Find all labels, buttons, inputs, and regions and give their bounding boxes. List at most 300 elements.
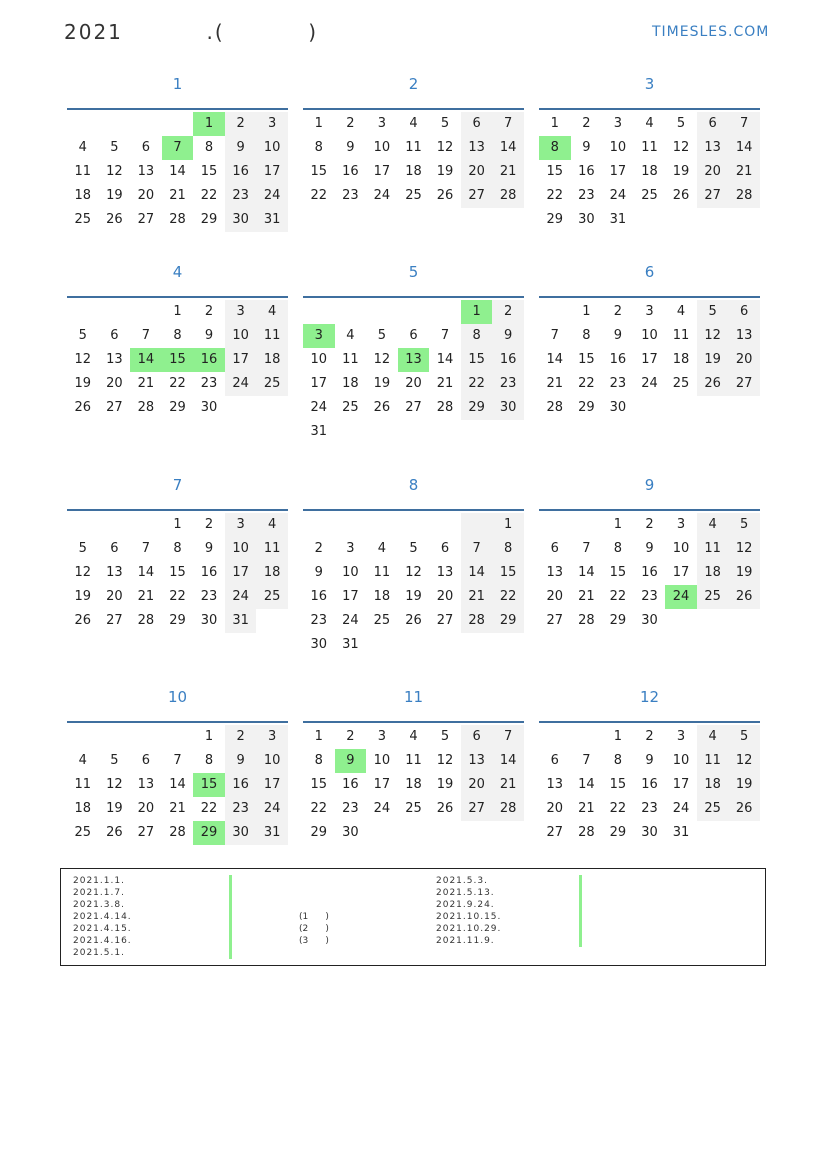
month-10 bbox=[67, 687, 288, 840]
day-cell: 27 bbox=[137, 825, 155, 840]
month-name: 8 bbox=[408, 476, 419, 494]
week-row bbox=[539, 773, 760, 797]
week-row bbox=[67, 348, 288, 372]
day-cell: 23 bbox=[641, 801, 658, 816]
month-name: 4 bbox=[172, 263, 183, 281]
day-cell: 23 bbox=[342, 188, 359, 203]
brand-link[interactable]: TIMESLES.COM bbox=[652, 24, 770, 40]
day-cell: 7 bbox=[582, 541, 591, 556]
week-row bbox=[539, 725, 760, 749]
day-cell: 8 bbox=[173, 328, 182, 343]
day-cell: 19 bbox=[436, 164, 454, 179]
day-cell: 6 bbox=[440, 541, 450, 556]
empty-day-cell bbox=[492, 633, 524, 657]
week-row bbox=[303, 300, 524, 324]
day-cell: 4 bbox=[409, 729, 418, 744]
empty-day-cell bbox=[303, 513, 335, 537]
day-cell: 7 bbox=[492, 112, 524, 136]
empty-day-cell bbox=[728, 208, 760, 232]
day-cell: 12 bbox=[436, 140, 454, 155]
day-cell: 30 bbox=[641, 613, 658, 628]
day-cell: 2 bbox=[613, 304, 623, 319]
day-cell: 22 bbox=[578, 376, 595, 391]
day-cell: 5 bbox=[440, 116, 450, 131]
empty-day-cell bbox=[634, 396, 666, 420]
holiday-marker bbox=[229, 899, 232, 911]
day-cell: 11 bbox=[672, 328, 690, 343]
day-cell: 29 bbox=[609, 825, 627, 840]
empty-day-cell bbox=[366, 420, 398, 444]
month-name: 6 bbox=[644, 263, 655, 281]
day-cell: 4 bbox=[377, 541, 387, 556]
month-divider bbox=[303, 721, 524, 723]
week-row bbox=[67, 537, 288, 561]
day-grid bbox=[303, 300, 524, 444]
day-cell: 1 bbox=[613, 517, 623, 532]
month-divider bbox=[539, 296, 760, 298]
day-cell: 13 bbox=[546, 565, 564, 580]
day-cell: 8 bbox=[173, 541, 182, 556]
day-cell: 20 bbox=[461, 160, 493, 184]
week-row bbox=[539, 749, 760, 773]
day-cell: 5 bbox=[377, 328, 387, 343]
day-cell: 1 bbox=[613, 729, 623, 744]
day-cell: 8 bbox=[314, 140, 323, 155]
day-cell: 16 bbox=[578, 164, 595, 179]
empty-day-cell bbox=[697, 396, 729, 420]
day-cell: 24 bbox=[256, 184, 288, 208]
day-cell: 4 bbox=[256, 300, 288, 324]
day-cell: 7 bbox=[492, 725, 524, 749]
day-cell: 16 bbox=[641, 777, 658, 792]
week-row bbox=[539, 609, 760, 633]
day-grid bbox=[539, 112, 760, 232]
day-cell: 10 bbox=[225, 537, 257, 561]
day-cell: 10 bbox=[256, 749, 288, 773]
day-cell: 18 bbox=[74, 801, 92, 816]
day-cell: 16 bbox=[225, 773, 257, 797]
day-cell: 23 bbox=[200, 376, 218, 391]
day-cell: 4 bbox=[645, 116, 654, 131]
day-cell: 22 bbox=[609, 589, 627, 604]
week-row bbox=[303, 773, 524, 797]
day-grid bbox=[303, 725, 524, 845]
empty-day-cell bbox=[665, 609, 697, 633]
day-cell: 3 bbox=[377, 729, 387, 744]
day-cell: 9 bbox=[582, 140, 591, 155]
day-cell: 26 bbox=[672, 188, 690, 203]
day-cell: 12 bbox=[697, 324, 729, 348]
day-cell: 11 bbox=[256, 537, 288, 561]
day-cell: 10 bbox=[609, 140, 627, 155]
day-cell: 24 bbox=[373, 188, 391, 203]
holiday-marker bbox=[229, 935, 232, 947]
month-name: 3 bbox=[644, 75, 655, 93]
day-cell: 15 bbox=[169, 565, 186, 580]
week-row bbox=[539, 112, 760, 136]
empty-day-cell bbox=[256, 609, 288, 633]
day-cell: 9 bbox=[645, 541, 654, 556]
day-cell: 1 bbox=[204, 729, 214, 744]
day-cell: 21 bbox=[728, 160, 760, 184]
day-cell: 25 bbox=[641, 188, 658, 203]
day-cell: 20 bbox=[106, 376, 123, 391]
day-cell: 7 bbox=[162, 136, 194, 160]
day-cell: 24 bbox=[310, 400, 328, 415]
week-row bbox=[303, 585, 524, 609]
week-row bbox=[539, 160, 760, 184]
day-grid bbox=[303, 513, 524, 657]
day-cell: 2 bbox=[204, 304, 214, 319]
week-row bbox=[303, 324, 524, 348]
holiday-marker bbox=[579, 887, 582, 899]
holiday-marker bbox=[579, 911, 582, 923]
day-cell: 26 bbox=[728, 797, 760, 821]
day-cell: 17 bbox=[641, 352, 658, 367]
day-cell: 6 bbox=[110, 328, 119, 343]
empty-day-cell bbox=[162, 112, 194, 136]
day-cell: 14 bbox=[492, 749, 524, 773]
month-11 bbox=[303, 687, 524, 840]
day-cell: 21 bbox=[461, 585, 493, 609]
week-row bbox=[67, 396, 288, 420]
day-cell: 14 bbox=[137, 565, 155, 580]
day-cell: 13 bbox=[546, 777, 564, 792]
day-cell: 24 bbox=[609, 188, 627, 203]
day-cell: 1 bbox=[173, 517, 182, 532]
holiday-marker bbox=[579, 899, 582, 911]
day-cell: 30 bbox=[310, 637, 328, 652]
empty-day-cell bbox=[492, 821, 524, 845]
day-cell: 3 bbox=[377, 116, 387, 131]
day-cell: 9 bbox=[335, 749, 367, 773]
week-row bbox=[539, 561, 760, 585]
month-divider bbox=[67, 721, 288, 723]
empty-day-cell bbox=[225, 396, 257, 420]
day-cell: 15 bbox=[162, 348, 194, 372]
day-cell: 30 bbox=[641, 825, 658, 840]
empty-day-cell bbox=[335, 420, 367, 444]
day-cell: 21 bbox=[492, 773, 524, 797]
day-cell: 10 bbox=[256, 136, 288, 160]
legend-date: 2021.4.16. bbox=[73, 935, 132, 947]
day-cell: 27 bbox=[106, 613, 123, 628]
day-cell: 10 bbox=[342, 565, 359, 580]
empty-day-cell bbox=[728, 821, 760, 845]
day-cell: 19 bbox=[74, 589, 92, 604]
day-cell: 11 bbox=[405, 753, 422, 768]
week-row bbox=[67, 160, 288, 184]
day-cell: 5 bbox=[110, 140, 119, 155]
week-row bbox=[303, 348, 524, 372]
day-cell: 31 bbox=[342, 637, 359, 652]
day-cell: 25 bbox=[405, 188, 422, 203]
week-row bbox=[67, 725, 288, 749]
month-name: 7 bbox=[172, 476, 183, 494]
day-cell: 14 bbox=[436, 352, 454, 367]
empty-day-cell bbox=[67, 725, 99, 749]
day-cell: 1 bbox=[582, 304, 591, 319]
week-row bbox=[67, 112, 288, 136]
day-cell: 23 bbox=[342, 801, 359, 816]
day-cell: 17 bbox=[609, 164, 627, 179]
day-cell: 28 bbox=[728, 184, 760, 208]
holiday-marker bbox=[579, 875, 582, 887]
week-row bbox=[67, 136, 288, 160]
day-cell: 25 bbox=[74, 212, 92, 227]
day-cell: 28 bbox=[461, 609, 493, 633]
day-cell: 21 bbox=[492, 160, 524, 184]
day-cell: 6 bbox=[461, 725, 493, 749]
day-cell: 31 bbox=[256, 821, 288, 845]
day-cell: 30 bbox=[578, 212, 595, 227]
empty-day-cell bbox=[571, 513, 603, 537]
week-row bbox=[303, 609, 524, 633]
day-cell: 9 bbox=[645, 753, 654, 768]
month-1 bbox=[67, 74, 288, 227]
day-cell: 3 bbox=[225, 300, 257, 324]
day-cell: 26 bbox=[697, 372, 729, 396]
day-cell: 7 bbox=[550, 328, 559, 343]
month-divider bbox=[539, 108, 760, 110]
legend-left-column bbox=[73, 875, 132, 959]
holiday-marker bbox=[229, 911, 232, 923]
empty-day-cell bbox=[697, 821, 729, 845]
week-row bbox=[303, 396, 524, 420]
day-cell: 17 bbox=[672, 565, 690, 580]
week-row bbox=[539, 396, 760, 420]
empty-day-cell bbox=[130, 725, 162, 749]
day-cell: 31 bbox=[310, 424, 328, 439]
day-cell: 4 bbox=[409, 116, 418, 131]
week-row bbox=[539, 372, 760, 396]
day-cell: 23 bbox=[492, 372, 524, 396]
day-cell: 20 bbox=[436, 589, 454, 604]
empty-day-cell bbox=[398, 420, 430, 444]
day-cell: 10 bbox=[373, 140, 391, 155]
day-cell: 3 bbox=[303, 324, 335, 348]
day-cell: 16 bbox=[342, 164, 359, 179]
day-cell: 13 bbox=[436, 565, 454, 580]
day-cell: 22 bbox=[461, 372, 493, 396]
week-row bbox=[303, 513, 524, 537]
day-cell: 14 bbox=[578, 777, 595, 792]
day-cell: 29 bbox=[461, 396, 493, 420]
day-cell: 3 bbox=[645, 304, 654, 319]
week-row bbox=[539, 348, 760, 372]
day-cell: 12 bbox=[728, 537, 760, 561]
day-cell: 28 bbox=[137, 613, 155, 628]
day-cell: 6 bbox=[409, 328, 418, 343]
month-3 bbox=[539, 74, 760, 227]
day-cell: 11 bbox=[74, 777, 92, 792]
empty-day-cell bbox=[728, 396, 760, 420]
empty-day-cell bbox=[492, 420, 524, 444]
day-cell: 21 bbox=[169, 188, 186, 203]
month-7 bbox=[67, 475, 288, 628]
empty-day-cell bbox=[697, 208, 729, 232]
month-divider bbox=[67, 509, 288, 511]
day-cell: 6 bbox=[141, 140, 151, 155]
day-cell: 29 bbox=[578, 400, 595, 415]
day-cell: 27 bbox=[405, 400, 422, 415]
day-cell: 4 bbox=[78, 753, 87, 768]
month-name: 2 bbox=[408, 75, 419, 93]
day-cell: 12 bbox=[436, 753, 454, 768]
day-cell: 26 bbox=[405, 613, 422, 628]
day-cell: 8 bbox=[492, 537, 524, 561]
day-cell: 7 bbox=[461, 537, 493, 561]
day-cell: 16 bbox=[225, 160, 257, 184]
day-cell: 24 bbox=[641, 376, 658, 391]
day-cell: 28 bbox=[169, 825, 186, 840]
day-cell: 2 bbox=[645, 729, 654, 744]
day-cell: 2 bbox=[582, 116, 591, 131]
day-cell: 16 bbox=[492, 348, 524, 372]
empty-day-cell bbox=[461, 420, 493, 444]
day-cell: 1 bbox=[193, 112, 225, 136]
day-cell: 19 bbox=[436, 777, 454, 792]
empty-day-cell bbox=[67, 300, 99, 324]
day-cell: 18 bbox=[405, 777, 422, 792]
day-grid bbox=[67, 300, 288, 420]
day-cell: 25 bbox=[405, 801, 422, 816]
day-cell: 28 bbox=[546, 400, 564, 415]
day-cell: 6 bbox=[461, 112, 493, 136]
day-cell: 16 bbox=[609, 352, 627, 367]
empty-day-cell bbox=[539, 300, 571, 324]
day-cell: 11 bbox=[256, 324, 288, 348]
day-cell: 18 bbox=[697, 773, 729, 797]
week-row bbox=[67, 513, 288, 537]
day-cell: 3 bbox=[225, 513, 257, 537]
day-cell: 9 bbox=[613, 328, 623, 343]
day-cell: 2 bbox=[204, 517, 214, 532]
day-cell: 10 bbox=[641, 328, 658, 343]
empty-day-cell bbox=[130, 513, 162, 537]
day-cell: 12 bbox=[728, 749, 760, 773]
day-cell: 26 bbox=[74, 400, 92, 415]
day-cell: 27 bbox=[546, 825, 564, 840]
day-cell: 13 bbox=[137, 164, 155, 179]
legend-note: (1 ) bbox=[299, 912, 329, 922]
day-cell: 21 bbox=[546, 376, 564, 391]
day-cell: 18 bbox=[256, 561, 288, 585]
month-divider bbox=[539, 509, 760, 511]
day-cell: 17 bbox=[256, 773, 288, 797]
day-cell: 23 bbox=[200, 589, 218, 604]
empty-day-cell bbox=[335, 513, 367, 537]
day-cell: 7 bbox=[141, 541, 151, 556]
day-cell: 24 bbox=[225, 372, 257, 396]
week-row bbox=[67, 300, 288, 324]
empty-day-cell bbox=[728, 609, 760, 633]
empty-day-cell bbox=[429, 633, 461, 657]
empty-day-cell bbox=[665, 208, 697, 232]
day-cell: 11 bbox=[74, 164, 92, 179]
day-cell: 6 bbox=[550, 541, 559, 556]
day-cell: 5 bbox=[728, 513, 760, 537]
day-cell: 23 bbox=[578, 188, 595, 203]
week-row bbox=[539, 513, 760, 537]
month-name: 1 bbox=[172, 75, 183, 93]
day-cell: 15 bbox=[310, 164, 328, 179]
month-divider bbox=[303, 296, 524, 298]
day-cell: 26 bbox=[106, 825, 123, 840]
day-cell: 12 bbox=[106, 777, 123, 792]
day-cell: 15 bbox=[609, 565, 627, 580]
day-cell: 25 bbox=[697, 585, 729, 609]
week-row bbox=[67, 372, 288, 396]
month-12 bbox=[539, 687, 760, 840]
day-cell: 19 bbox=[373, 376, 391, 391]
empty-day-cell bbox=[366, 821, 398, 845]
day-cell: 21 bbox=[578, 589, 595, 604]
day-cell: 26 bbox=[106, 212, 123, 227]
day-cell: 8 bbox=[461, 324, 493, 348]
day-cell: 10 bbox=[672, 753, 690, 768]
day-cell: 15 bbox=[578, 352, 595, 367]
day-cell: 12 bbox=[672, 140, 690, 155]
day-cell: 27 bbox=[106, 400, 123, 415]
day-cell: 24 bbox=[373, 801, 391, 816]
empty-day-cell bbox=[67, 112, 99, 136]
day-cell: 6 bbox=[697, 112, 729, 136]
day-cell: 16 bbox=[310, 589, 328, 604]
day-cell: 14 bbox=[169, 164, 186, 179]
day-cell: 29 bbox=[193, 821, 225, 845]
month-4 bbox=[67, 262, 288, 415]
day-cell: 6 bbox=[728, 300, 760, 324]
week-row bbox=[303, 136, 524, 160]
day-cell: 18 bbox=[697, 561, 729, 585]
empty-day-cell bbox=[398, 821, 430, 845]
legend-note: (3 ) bbox=[299, 936, 329, 946]
empty-day-cell bbox=[539, 725, 571, 749]
legend-date: 2021.1.1. bbox=[73, 875, 132, 887]
day-cell: 1 bbox=[550, 116, 559, 131]
day-cell: 22 bbox=[200, 801, 218, 816]
day-cell: 2 bbox=[314, 541, 323, 556]
day-cell: 15 bbox=[461, 348, 493, 372]
empty-day-cell bbox=[398, 513, 430, 537]
day-cell: 1 bbox=[173, 304, 182, 319]
day-cell: 8 bbox=[613, 753, 623, 768]
day-cell: 19 bbox=[106, 801, 123, 816]
day-cell: 5 bbox=[78, 541, 87, 556]
day-grid bbox=[67, 513, 288, 633]
month-name: 11 bbox=[403, 688, 424, 706]
day-grid bbox=[303, 112, 524, 208]
week-row bbox=[67, 324, 288, 348]
empty-day-cell bbox=[398, 633, 430, 657]
legend-date: 2021.11.9. bbox=[436, 935, 501, 947]
legend-date: 2021.10.29. bbox=[436, 923, 501, 935]
holiday-marker bbox=[229, 947, 232, 959]
empty-day-cell bbox=[130, 112, 162, 136]
day-cell: 28 bbox=[578, 825, 595, 840]
day-cell: 28 bbox=[137, 400, 155, 415]
day-cell: 20 bbox=[546, 589, 564, 604]
week-row bbox=[67, 184, 288, 208]
day-cell: 11 bbox=[641, 140, 658, 155]
legend-right-column bbox=[436, 875, 501, 947]
day-cell: 6 bbox=[550, 753, 559, 768]
day-cell: 21 bbox=[169, 801, 186, 816]
day-cell: 5 bbox=[440, 729, 450, 744]
month-8 bbox=[303, 475, 524, 652]
holiday-marker bbox=[229, 887, 232, 899]
